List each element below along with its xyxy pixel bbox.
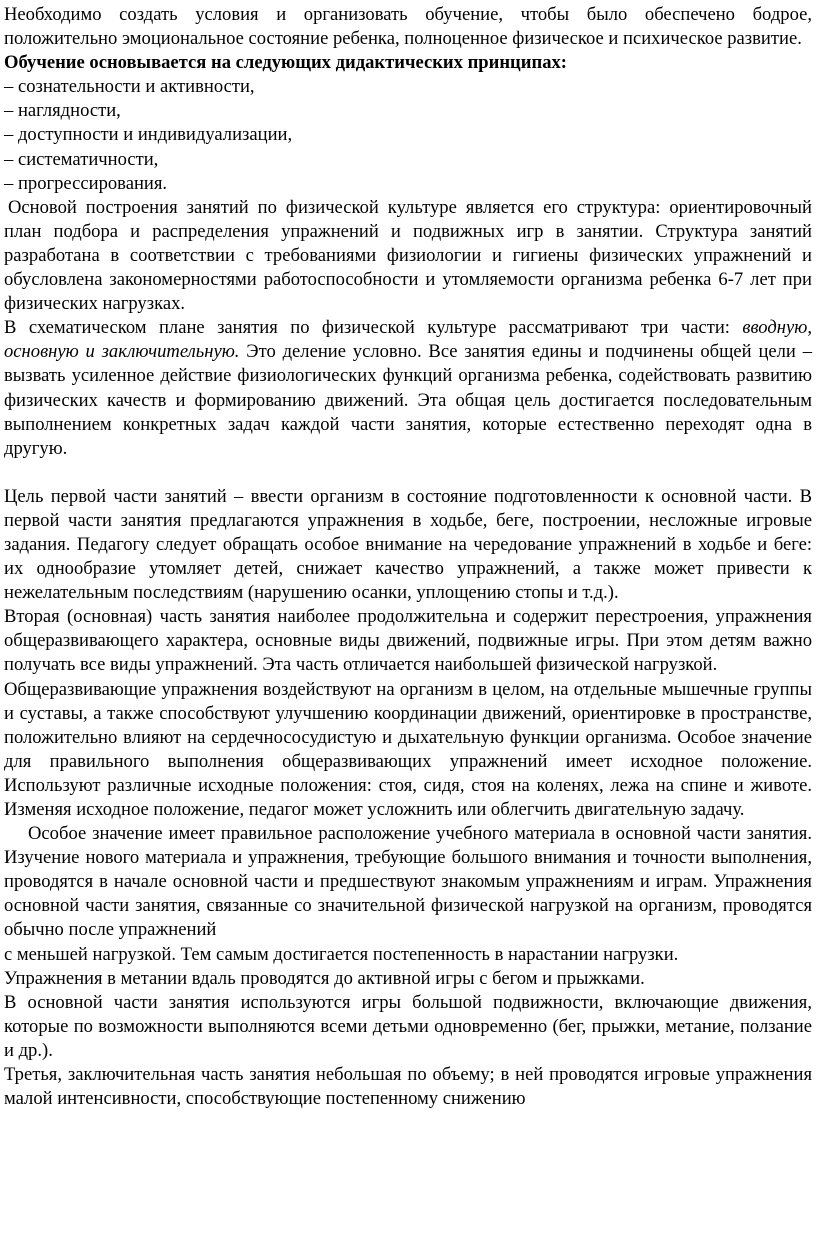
intro-paragraph: Необходимо создать условия и организовать обучение, чтобы было обеспечено бодрое, положительно эмоциональное состояние ребенка, полноценное физическое и психическое развитие.: [4, 4, 812, 50]
load-progression-paragraph: с меньшей нагрузкой. Тем самым достигается постепенность в нарастании нагрузки.: [4, 943, 679, 965]
three-parts-text-start: В схематическом плане занятия по физической культуре рассматривают три части:: [4, 317, 743, 339]
principles-list: [4, 75, 812, 195]
general-exercises-paragraph: Общеразвивающие упражнения воздействуют на организм в целом, на отдельные мышечные группы и суставы, а также способствуют улучшению координации движений, ориентировке в пространстве, положительно влияют на сердечнососудистую и дыхательную функции организма. Особое значение для правильного выполнения общеразвивающих упражнений имеет исходное положение. Используют различные исходные положения: стоя, сидя, стоя на коленях, лежа на спине и животе. Изменяя исходное положение, педагог может усложнить или облегчить двигательную задачу.: [4, 678, 812, 820]
second-part-paragraph: Вторая (основная) часть занятия наиболее продолжительна и содержит перестроения, упражнения общеразвивающего характера, основные виды движений, подвижные игры. При этом детям важно получать все виды упражнений. Эта часть отличается наибольшей физической нагрузкой.: [4, 606, 812, 676]
throwing-paragraph: Упражнения в метании вдаль проводятся до активной игры с бегом и прыжками.: [4, 967, 645, 989]
three-parts-paragraph: [4, 316, 812, 461]
list-item: – доступности и индивидуализации,: [4, 124, 293, 146]
first-part-paragraph: Цель первой части занятий – ввести организм в состояние подготовленности к основной части. В первой части занятия предлагаются упражнения в ходьбе, беге, построении, несложные игровые задания. Педагогу следует обращать особое внимание на чередование упражнений в ходьбе и беге: их однообразие утомляет детей, снижает качество упражнений, а также может привести к нежелательным последствиям (нарушению осанки, уплощению стопы и т.д.).: [4, 485, 812, 604]
list-item: – прогрессирования.: [4, 172, 168, 194]
structure-paragraph: Основой построения занятий по физической культуре является его структура: ориентировочный план подбора и распределения упражнений и подвижных игр в занятии. Структура занятий разработана в соответствии с требованиями физиологии и гигиены физических упражнений и обусловлена закономерностями работоспособности и утомляемости организма ребенка 6-7 лет при физических нагрузках.: [4, 196, 812, 315]
list-item: – наглядности,: [4, 100, 121, 122]
document-page: [4, 3, 812, 1111]
material-order-paragraph: Особое значение имеет правильное расположение учебного материала в основной части занятия. Изучение нового материала и упражнения, требующие большого внимания и точности выполнения, проводятся в начале основной части и предшествуют знакомым упражнениям и играм. Упражнения основной части занятия, связанные со значительной физической нагрузкой на организм, проводятся обычно после упражнений: [4, 823, 812, 941]
third-part-paragraph: Третья, заключительная часть занятия небольшая по объему; в ней проводятся игровые упражнения малой интенсивности, способствующие постепенному снижению: [4, 1064, 812, 1110]
three-parts-italic: вводную, основную и заключительную.: [4, 317, 812, 363]
three-parts-text-end: Это деление условно. Все занятия едины и подчинены общей цели – вызвать усиленное действие физиологических функций организма ребенка, содействовать развитию физических качеств и формированию движений. Эта общая цель достигается последовательным выполнением конкретных задач каждой части занятия, которые естественно переходят одна в другую.: [4, 341, 813, 459]
list-item: – систематичности,: [4, 148, 159, 170]
list-item: – сознательности и активности,: [4, 76, 255, 98]
principles-heading: Обучение основывается на следующих дидактических принципах:: [4, 52, 567, 74]
games-paragraph: В основной части занятия используются игры большой подвижности, включающие движения, которые по возможности выполняются всеми детьми одновременно (бег, прыжки, метание, ползание и др.).: [4, 991, 812, 1061]
